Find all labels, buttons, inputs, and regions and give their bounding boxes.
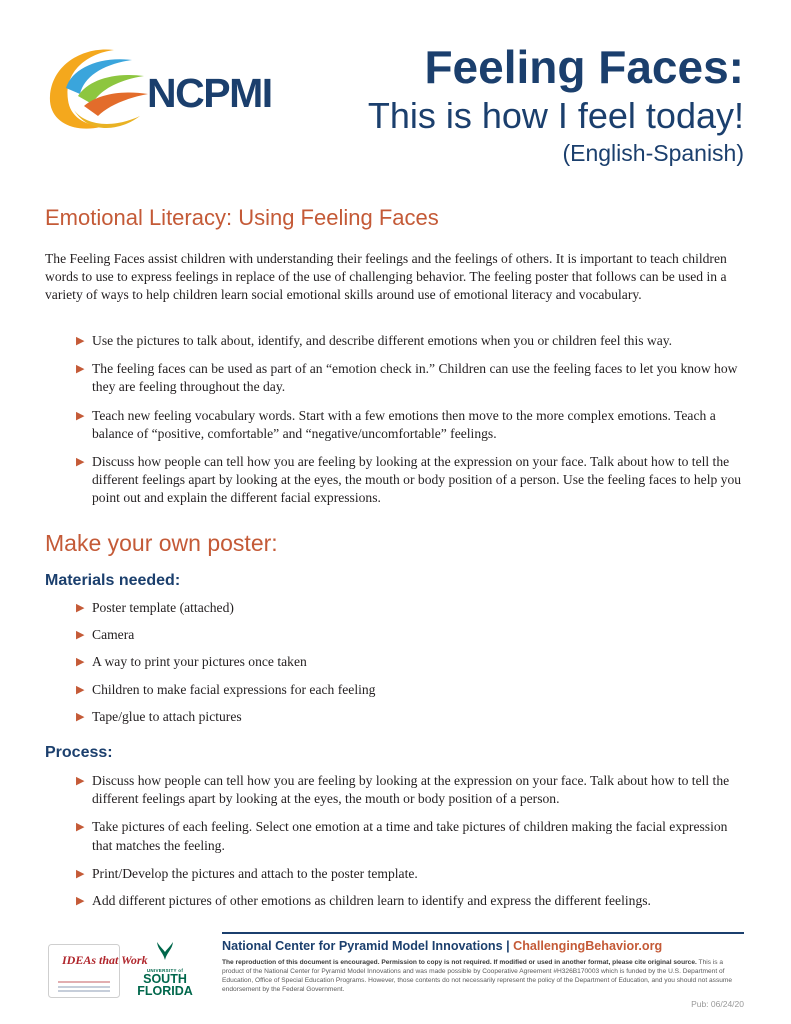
footer-separator: | — [506, 939, 510, 953]
list-item: ▶ Camera — [76, 626, 748, 644]
arrow-icon: ▶ — [76, 821, 85, 834]
arrow-icon: ▶ — [76, 363, 85, 376]
section-heading-make-poster: Make your own poster: — [45, 530, 278, 556]
materials-list — [76, 599, 748, 726]
process-list — [76, 772, 748, 910]
arrow-icon: ▶ — [76, 895, 85, 908]
list-item: ▶ A way to print your pictures once taken — [76, 653, 748, 671]
title-block — [368, 40, 744, 168]
footer-heading — [222, 939, 662, 953]
footer-notice-text: This is a product of the National Center for Pyramid Model Innovations and was made possible by Cooperative Agreement #H326B170003 which is funded by the U.S. Department of Education, Office of Special Education Programs. However, those contents do not necessarily represent the policy of the Department of Education, and you should not assume endorsement by the Federal Government. — [222, 959, 733, 993]
ideas-logo-icon — [48, 944, 148, 998]
footer-notice-bold: The reproduction of this document is encouraged. Permission to copy is not required. If modified or used in another format, please cite original source. — [222, 959, 697, 966]
footer-org-name: National Center for Pyramid Model Innovations — [222, 939, 503, 953]
page-subtitle: This is how I feel today! — [367, 95, 744, 136]
arrow-icon: ▶ — [76, 602, 85, 614]
list-item: ▶ Discuss how people can tell how you are feeling by looking at the expression on your face. Talk about how to tell the different feelings apart by looking at the eyes, the mouth or body position of a person. — [76, 773, 730, 807]
list-item: ▶ Discuss how people can tell how you are feeling by looking at the expression on your face. Talk about how to tell the different feelings apart by looking at the eyes, the mouth or body position of a person. Use the feeling faces to help you point out and explain the different facial expressions. — [76, 454, 742, 506]
ideas-that-work-logo — [48, 944, 148, 998]
usf-logo — [136, 940, 194, 1004]
footer-divider — [222, 932, 744, 934]
footer-site-link[interactable]: ChallengingBehavior.org — [513, 939, 663, 953]
list-item: ▶ Tape/glue to attach pictures — [76, 708, 748, 726]
ideas-logo-text: IDEAs that Work — [62, 953, 148, 967]
footer-notice — [222, 958, 744, 994]
arrow-icon: ▶ — [76, 867, 85, 880]
list-item: ▶ Teach new feeling vocabulary words. Start with a few emotions then move to the more complex emotions. Teach a balance of “positive, comfortable” and “negative/uncomfortable” feelings. — [76, 407, 716, 441]
list-item: ▶ Print/Develop the pictures and attach to the poster template. — [76, 865, 748, 883]
usf-florida: FLORIDA — [137, 984, 193, 998]
arrow-icon: ▶ — [76, 710, 85, 723]
list-item: ▶ Take pictures of each feeling. Select one emotion at a time and take pictures of children making the facial expression that matches the feeling. — [76, 819, 728, 853]
usf-university-of: UNIVERSITY of — [146, 968, 184, 973]
ncpmi-swirl-icon — [44, 44, 154, 134]
arrow-icon: ▶ — [76, 409, 85, 422]
process-heading: Process: — [45, 744, 113, 761]
arrow-icon: ▶ — [76, 775, 85, 787]
bull-horns-icon — [155, 940, 175, 962]
intro-paragraph: The Feeling Faces assist children with understanding their feelings and the feelings of others. It is important to teach children words to use to express feelings in replace of the use of challenging behavior. The feeling poster that follows can be used in a variety of ways to help children learn social emotional skills around use of emotional literacy and vocabulary. — [45, 251, 727, 303]
page-title: Feeling Faces: — [424, 41, 744, 93]
usage-list — [76, 332, 748, 508]
list-item: ▶ Add different pictures of other emotions as children learn to identify and express the different feelings. — [76, 892, 748, 910]
page-language: (English-Spanish) — [562, 140, 744, 166]
list-item: ▶ Children to make facial expressions for each feeling — [76, 681, 748, 699]
ncpmi-logo-text: NCPMI — [147, 70, 272, 116]
list-item: ▶ Use the pictures to talk about, identify, and describe different emotions when you or children feel this way. — [76, 332, 748, 350]
pub-date: Pub: 06/24/20 — [691, 999, 744, 1009]
arrow-icon: ▶ — [76, 335, 85, 347]
usf-south: SOUTH — [143, 972, 187, 986]
materials-heading: Materials needed: — [45, 572, 181, 589]
arrow-icon: ▶ — [76, 456, 85, 469]
list-item: ▶ The feeling faces can be used as part of an “emotion check in.” Children can use the feeling faces to let you know how they are feeling throughout the day. — [76, 361, 738, 395]
arrow-icon: ▶ — [76, 683, 85, 696]
section-heading-emotional-literacy: Emotional Literacy: Using Feeling Faces — [45, 205, 439, 230]
arrow-icon: ▶ — [76, 629, 85, 642]
arrow-icon: ▶ — [76, 656, 85, 669]
list-item: ▶ Poster template (attached) — [76, 599, 748, 617]
